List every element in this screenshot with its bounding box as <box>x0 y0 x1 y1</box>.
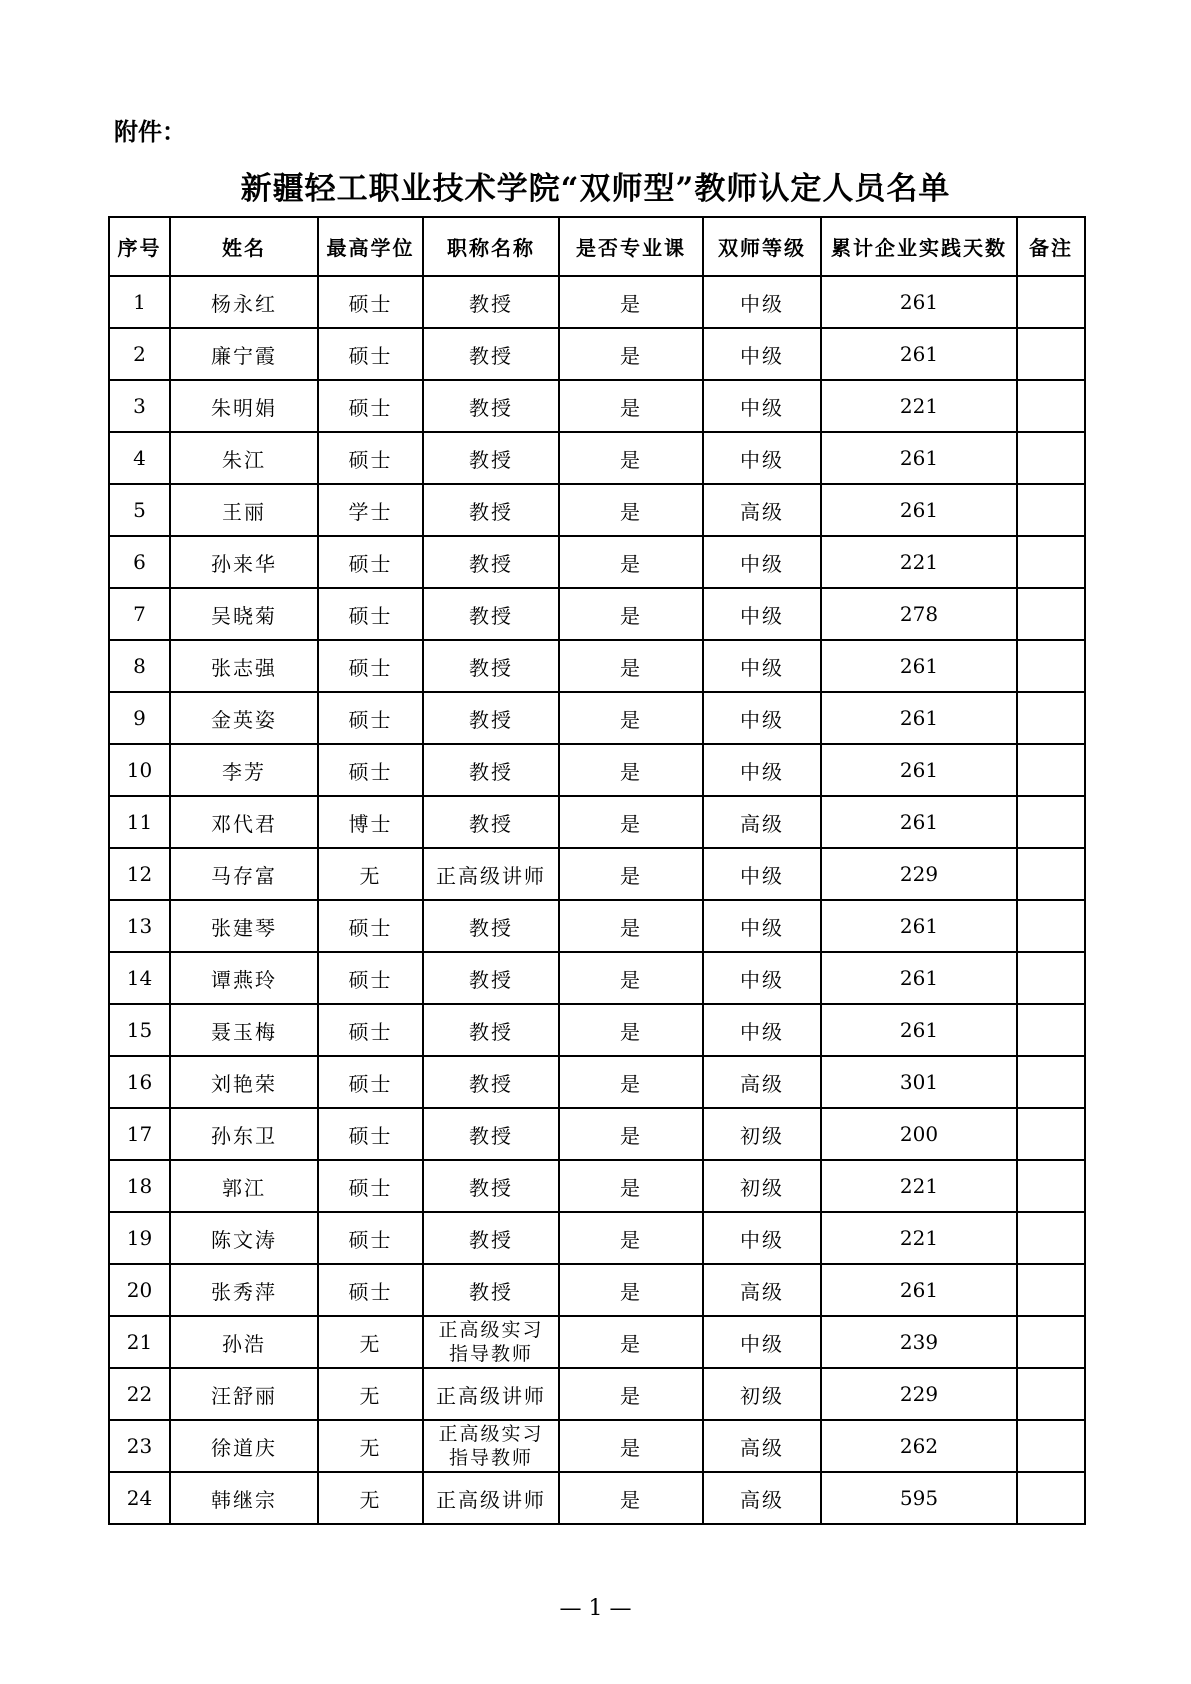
cell-practice-days: 229 <box>821 848 1017 900</box>
cell-major-course: 是 <box>559 1160 703 1212</box>
cell-major-course: 是 <box>559 640 703 692</box>
cell-note <box>1017 1108 1085 1160</box>
cell-level: 中级 <box>703 1212 821 1264</box>
table-row <box>109 1472 1085 1524</box>
cell-degree: 硕士 <box>318 588 423 640</box>
cell-major-course: 是 <box>559 1108 703 1160</box>
cell-title-line: 正高级实习 <box>438 1319 544 1341</box>
cell-title: 教授 <box>423 1004 559 1056</box>
cell-title: 教授 <box>423 484 559 536</box>
column-header: 备注 <box>1017 217 1085 276</box>
cell-practice-days: 261 <box>821 952 1017 1004</box>
cell-practice-days: 221 <box>821 1212 1017 1264</box>
table-row <box>109 1108 1085 1160</box>
cell-major-course: 是 <box>559 900 703 952</box>
cell-note <box>1017 1056 1085 1108</box>
column-header: 姓名 <box>170 217 318 276</box>
cell-major-course: 是 <box>559 1004 703 1056</box>
cell-number: 20 <box>109 1264 170 1316</box>
page-title: 新疆轻工职业技术学院“双师型”教师认定人员名单 <box>240 171 951 207</box>
cell-name: 吴晓菊 <box>170 588 318 640</box>
cell-name: 聂玉梅 <box>170 1004 318 1056</box>
cell-name: 朱明娟 <box>170 380 318 432</box>
cell-degree: 博士 <box>318 796 423 848</box>
cell-level: 中级 <box>703 692 821 744</box>
cell-number: 18 <box>109 1160 170 1212</box>
table-row <box>109 900 1085 952</box>
cell-note <box>1017 1004 1085 1056</box>
cell-practice-days: 261 <box>821 640 1017 692</box>
cell-note <box>1017 692 1085 744</box>
cell-title: 教授 <box>423 692 559 744</box>
table-row <box>109 1160 1085 1212</box>
cell-note <box>1017 1420 1085 1472</box>
cell-degree: 硕士 <box>318 900 423 952</box>
table-header-row <box>109 217 1085 276</box>
cell-level: 中级 <box>703 952 821 1004</box>
cell-name: 陈文涛 <box>170 1212 318 1264</box>
cell-major-course: 是 <box>559 1472 703 1524</box>
cell-practice-days: 261 <box>821 1264 1017 1316</box>
cell-major-course: 是 <box>559 1420 703 1472</box>
cell-major-course: 是 <box>559 536 703 588</box>
cell-level: 中级 <box>703 588 821 640</box>
cell-name: 金英姿 <box>170 692 318 744</box>
cell-practice-days: 261 <box>821 432 1017 484</box>
cell-practice-days: 261 <box>821 328 1017 380</box>
table-row <box>109 952 1085 1004</box>
cell-level: 中级 <box>703 328 821 380</box>
cell-number: 12 <box>109 848 170 900</box>
cell-title: 教授 <box>423 276 559 328</box>
cell-degree: 硕士 <box>318 328 423 380</box>
cell-title: 教授 <box>423 640 559 692</box>
cell-degree: 硕士 <box>318 1212 423 1264</box>
cell-number: 22 <box>109 1368 170 1420</box>
cell-degree: 无 <box>318 1472 423 1524</box>
cell-degree: 硕士 <box>318 380 423 432</box>
table-row <box>109 848 1085 900</box>
cell-major-course: 是 <box>559 1212 703 1264</box>
cell-name: 朱江 <box>170 432 318 484</box>
table-row <box>109 1264 1085 1316</box>
cell-major-course: 是 <box>559 484 703 536</box>
cell-title: 教授 <box>423 588 559 640</box>
cell-practice-days: 239 <box>821 1316 1017 1368</box>
cell-name: 张秀萍 <box>170 1264 318 1316</box>
cell-degree: 硕士 <box>318 692 423 744</box>
cell-degree: 硕士 <box>318 536 423 588</box>
cell-title: 教授 <box>423 952 559 1004</box>
cell-name: 郭江 <box>170 1160 318 1212</box>
cell-title: 正高级讲师 <box>423 1368 559 1420</box>
cell-practice-days: 221 <box>821 380 1017 432</box>
cell-major-course: 是 <box>559 848 703 900</box>
cell-number: 9 <box>109 692 170 744</box>
cell-degree: 无 <box>318 1420 423 1472</box>
cell-number: 5 <box>109 484 170 536</box>
cell-name: 徐道庆 <box>170 1420 318 1472</box>
cell-number: 6 <box>109 536 170 588</box>
cell-title <box>423 1420 559 1472</box>
cell-note <box>1017 484 1085 536</box>
cell-major-course: 是 <box>559 1056 703 1108</box>
cell-title-line: 指导教师 <box>448 1343 533 1365</box>
cell-number: 3 <box>109 380 170 432</box>
cell-title: 教授 <box>423 328 559 380</box>
cell-title-line: 指导教师 <box>448 1447 533 1469</box>
cell-level: 初级 <box>703 1108 821 1160</box>
cell-practice-days: 221 <box>821 1160 1017 1212</box>
cell-title: 教授 <box>423 1212 559 1264</box>
cell-number: 13 <box>109 900 170 952</box>
cell-major-course: 是 <box>559 692 703 744</box>
cell-level: 中级 <box>703 848 821 900</box>
table-row <box>109 536 1085 588</box>
cell-practice-days: 595 <box>821 1472 1017 1524</box>
cell-name: 张志强 <box>170 640 318 692</box>
cell-level: 高级 <box>703 1264 821 1316</box>
cell-number: 19 <box>109 1212 170 1264</box>
cell-degree: 硕士 <box>318 952 423 1004</box>
cell-level: 高级 <box>703 796 821 848</box>
column-header: 累计企业实践天数 <box>821 217 1017 276</box>
cell-degree: 硕士 <box>318 1264 423 1316</box>
cell-name: 刘艳荣 <box>170 1056 318 1108</box>
cell-number: 2 <box>109 328 170 380</box>
cell-degree: 硕士 <box>318 744 423 796</box>
cell-number: 17 <box>109 1108 170 1160</box>
column-header: 职称名称 <box>423 217 559 276</box>
cell-note <box>1017 1212 1085 1264</box>
cell-note <box>1017 640 1085 692</box>
cell-practice-days: 261 <box>821 796 1017 848</box>
cell-practice-days: 229 <box>821 1368 1017 1420</box>
cell-number: 8 <box>109 640 170 692</box>
cell-title: 教授 <box>423 1264 559 1316</box>
cell-major-course: 是 <box>559 1264 703 1316</box>
cell-note <box>1017 900 1085 952</box>
column-header: 双师等级 <box>703 217 821 276</box>
table-row <box>109 1212 1085 1264</box>
cell-practice-days: 261 <box>821 1004 1017 1056</box>
table-row <box>109 328 1085 380</box>
table-row <box>109 588 1085 640</box>
table-row <box>109 1004 1085 1056</box>
cell-level: 中级 <box>703 640 821 692</box>
cell-title: 教授 <box>423 536 559 588</box>
cell-level: 中级 <box>703 276 821 328</box>
cell-major-course: 是 <box>559 744 703 796</box>
cell-major-course: 是 <box>559 276 703 328</box>
cell-number: 16 <box>109 1056 170 1108</box>
cell-note <box>1017 1316 1085 1368</box>
table-row <box>109 484 1085 536</box>
cell-title-line: 正高级实习 <box>438 1423 544 1445</box>
cell-title: 教授 <box>423 1160 559 1212</box>
cell-degree: 无 <box>318 1316 423 1368</box>
cell-practice-days: 301 <box>821 1056 1017 1108</box>
cell-name: 廉宁霞 <box>170 328 318 380</box>
cell-name: 张建琴 <box>170 900 318 952</box>
cell-note <box>1017 1160 1085 1212</box>
cell-note <box>1017 1368 1085 1420</box>
cell-practice-days: 261 <box>821 276 1017 328</box>
cell-level: 中级 <box>703 1316 821 1368</box>
cell-major-course: 是 <box>559 380 703 432</box>
column-header: 最高学位 <box>318 217 423 276</box>
cell-title: 教授 <box>423 380 559 432</box>
cell-title: 教授 <box>423 900 559 952</box>
cell-degree: 无 <box>318 1368 423 1420</box>
column-header: 序号 <box>109 217 170 276</box>
cell-note <box>1017 328 1085 380</box>
cell-number: 23 <box>109 1420 170 1472</box>
cell-level: 高级 <box>703 1420 821 1472</box>
cell-note <box>1017 276 1085 328</box>
cell-level: 高级 <box>703 484 821 536</box>
cell-major-course: 是 <box>559 328 703 380</box>
cell-note <box>1017 744 1085 796</box>
cell-practice-days: 221 <box>821 536 1017 588</box>
cell-degree: 硕士 <box>318 1108 423 1160</box>
cell-practice-days: 261 <box>821 900 1017 952</box>
cell-title <box>423 1316 559 1368</box>
cell-level: 初级 <box>703 1160 821 1212</box>
cell-note <box>1017 952 1085 1004</box>
cell-name: 孙东卫 <box>170 1108 318 1160</box>
table-row <box>109 276 1085 328</box>
cell-degree: 硕士 <box>318 1004 423 1056</box>
cell-practice-days: 200 <box>821 1108 1017 1160</box>
teacher-roster-table <box>108 216 1086 1525</box>
table-body <box>109 276 1085 1524</box>
cell-title: 教授 <box>423 432 559 484</box>
cell-level: 中级 <box>703 380 821 432</box>
cell-name: 韩继宗 <box>170 1472 318 1524</box>
cell-number: 1 <box>109 276 170 328</box>
cell-major-course: 是 <box>559 432 703 484</box>
cell-degree: 硕士 <box>318 1160 423 1212</box>
cell-major-course: 是 <box>559 796 703 848</box>
table-row <box>109 640 1085 692</box>
cell-degree: 无 <box>318 848 423 900</box>
cell-name: 李芳 <box>170 744 318 796</box>
cell-major-course: 是 <box>559 1368 703 1420</box>
cell-number: 11 <box>109 796 170 848</box>
cell-name: 邓代君 <box>170 796 318 848</box>
cell-note <box>1017 536 1085 588</box>
cell-title: 正高级讲师 <box>423 1472 559 1524</box>
cell-level: 高级 <box>703 1056 821 1108</box>
cell-major-course: 是 <box>559 1316 703 1368</box>
table-row <box>109 380 1085 432</box>
page-number: — 1 — <box>559 1596 632 1621</box>
cell-name: 汪舒丽 <box>170 1368 318 1420</box>
table-row <box>109 1056 1085 1108</box>
table-row <box>109 692 1085 744</box>
cell-level: 中级 <box>703 1004 821 1056</box>
cell-note <box>1017 588 1085 640</box>
cell-major-course: 是 <box>559 588 703 640</box>
cell-level: 中级 <box>703 536 821 588</box>
cell-note <box>1017 1264 1085 1316</box>
cell-name: 谭燕玲 <box>170 952 318 1004</box>
cell-name: 孙来华 <box>170 536 318 588</box>
cell-note <box>1017 380 1085 432</box>
cell-name: 孙浩 <box>170 1316 318 1368</box>
table-row <box>109 744 1085 796</box>
cell-note <box>1017 848 1085 900</box>
cell-number: 10 <box>109 744 170 796</box>
cell-degree: 学士 <box>318 484 423 536</box>
table-row <box>109 432 1085 484</box>
cell-title: 正高级讲师 <box>423 848 559 900</box>
cell-name: 杨永红 <box>170 276 318 328</box>
table-row <box>109 796 1085 848</box>
cell-number: 24 <box>109 1472 170 1524</box>
cell-number: 14 <box>109 952 170 1004</box>
cell-practice-days: 278 <box>821 588 1017 640</box>
cell-practice-days: 261 <box>821 692 1017 744</box>
cell-name: 马存富 <box>170 848 318 900</box>
table-row <box>109 1420 1085 1472</box>
cell-title: 教授 <box>423 1108 559 1160</box>
cell-practice-days: 262 <box>821 1420 1017 1472</box>
cell-level: 中级 <box>703 744 821 796</box>
cell-number: 7 <box>109 588 170 640</box>
attachment-label: 附件： <box>114 118 186 146</box>
cell-degree: 硕士 <box>318 432 423 484</box>
table-row <box>109 1368 1085 1420</box>
cell-number: 4 <box>109 432 170 484</box>
cell-note <box>1017 1472 1085 1524</box>
cell-title: 教授 <box>423 796 559 848</box>
cell-note <box>1017 432 1085 484</box>
cell-major-course: 是 <box>559 952 703 1004</box>
cell-title: 教授 <box>423 744 559 796</box>
cell-level: 初级 <box>703 1368 821 1420</box>
cell-practice-days: 261 <box>821 744 1017 796</box>
cell-number: 15 <box>109 1004 170 1056</box>
cell-name: 王丽 <box>170 484 318 536</box>
cell-practice-days: 261 <box>821 484 1017 536</box>
cell-level: 高级 <box>703 1472 821 1524</box>
cell-degree: 硕士 <box>318 276 423 328</box>
cell-degree: 硕士 <box>318 1056 423 1108</box>
cell-number: 21 <box>109 1316 170 1368</box>
cell-note <box>1017 796 1085 848</box>
cell-degree: 硕士 <box>318 640 423 692</box>
cell-title: 教授 <box>423 1056 559 1108</box>
table-row <box>109 1316 1085 1368</box>
cell-level: 中级 <box>703 432 821 484</box>
column-header: 是否专业课 <box>559 217 703 276</box>
cell-level: 中级 <box>703 900 821 952</box>
